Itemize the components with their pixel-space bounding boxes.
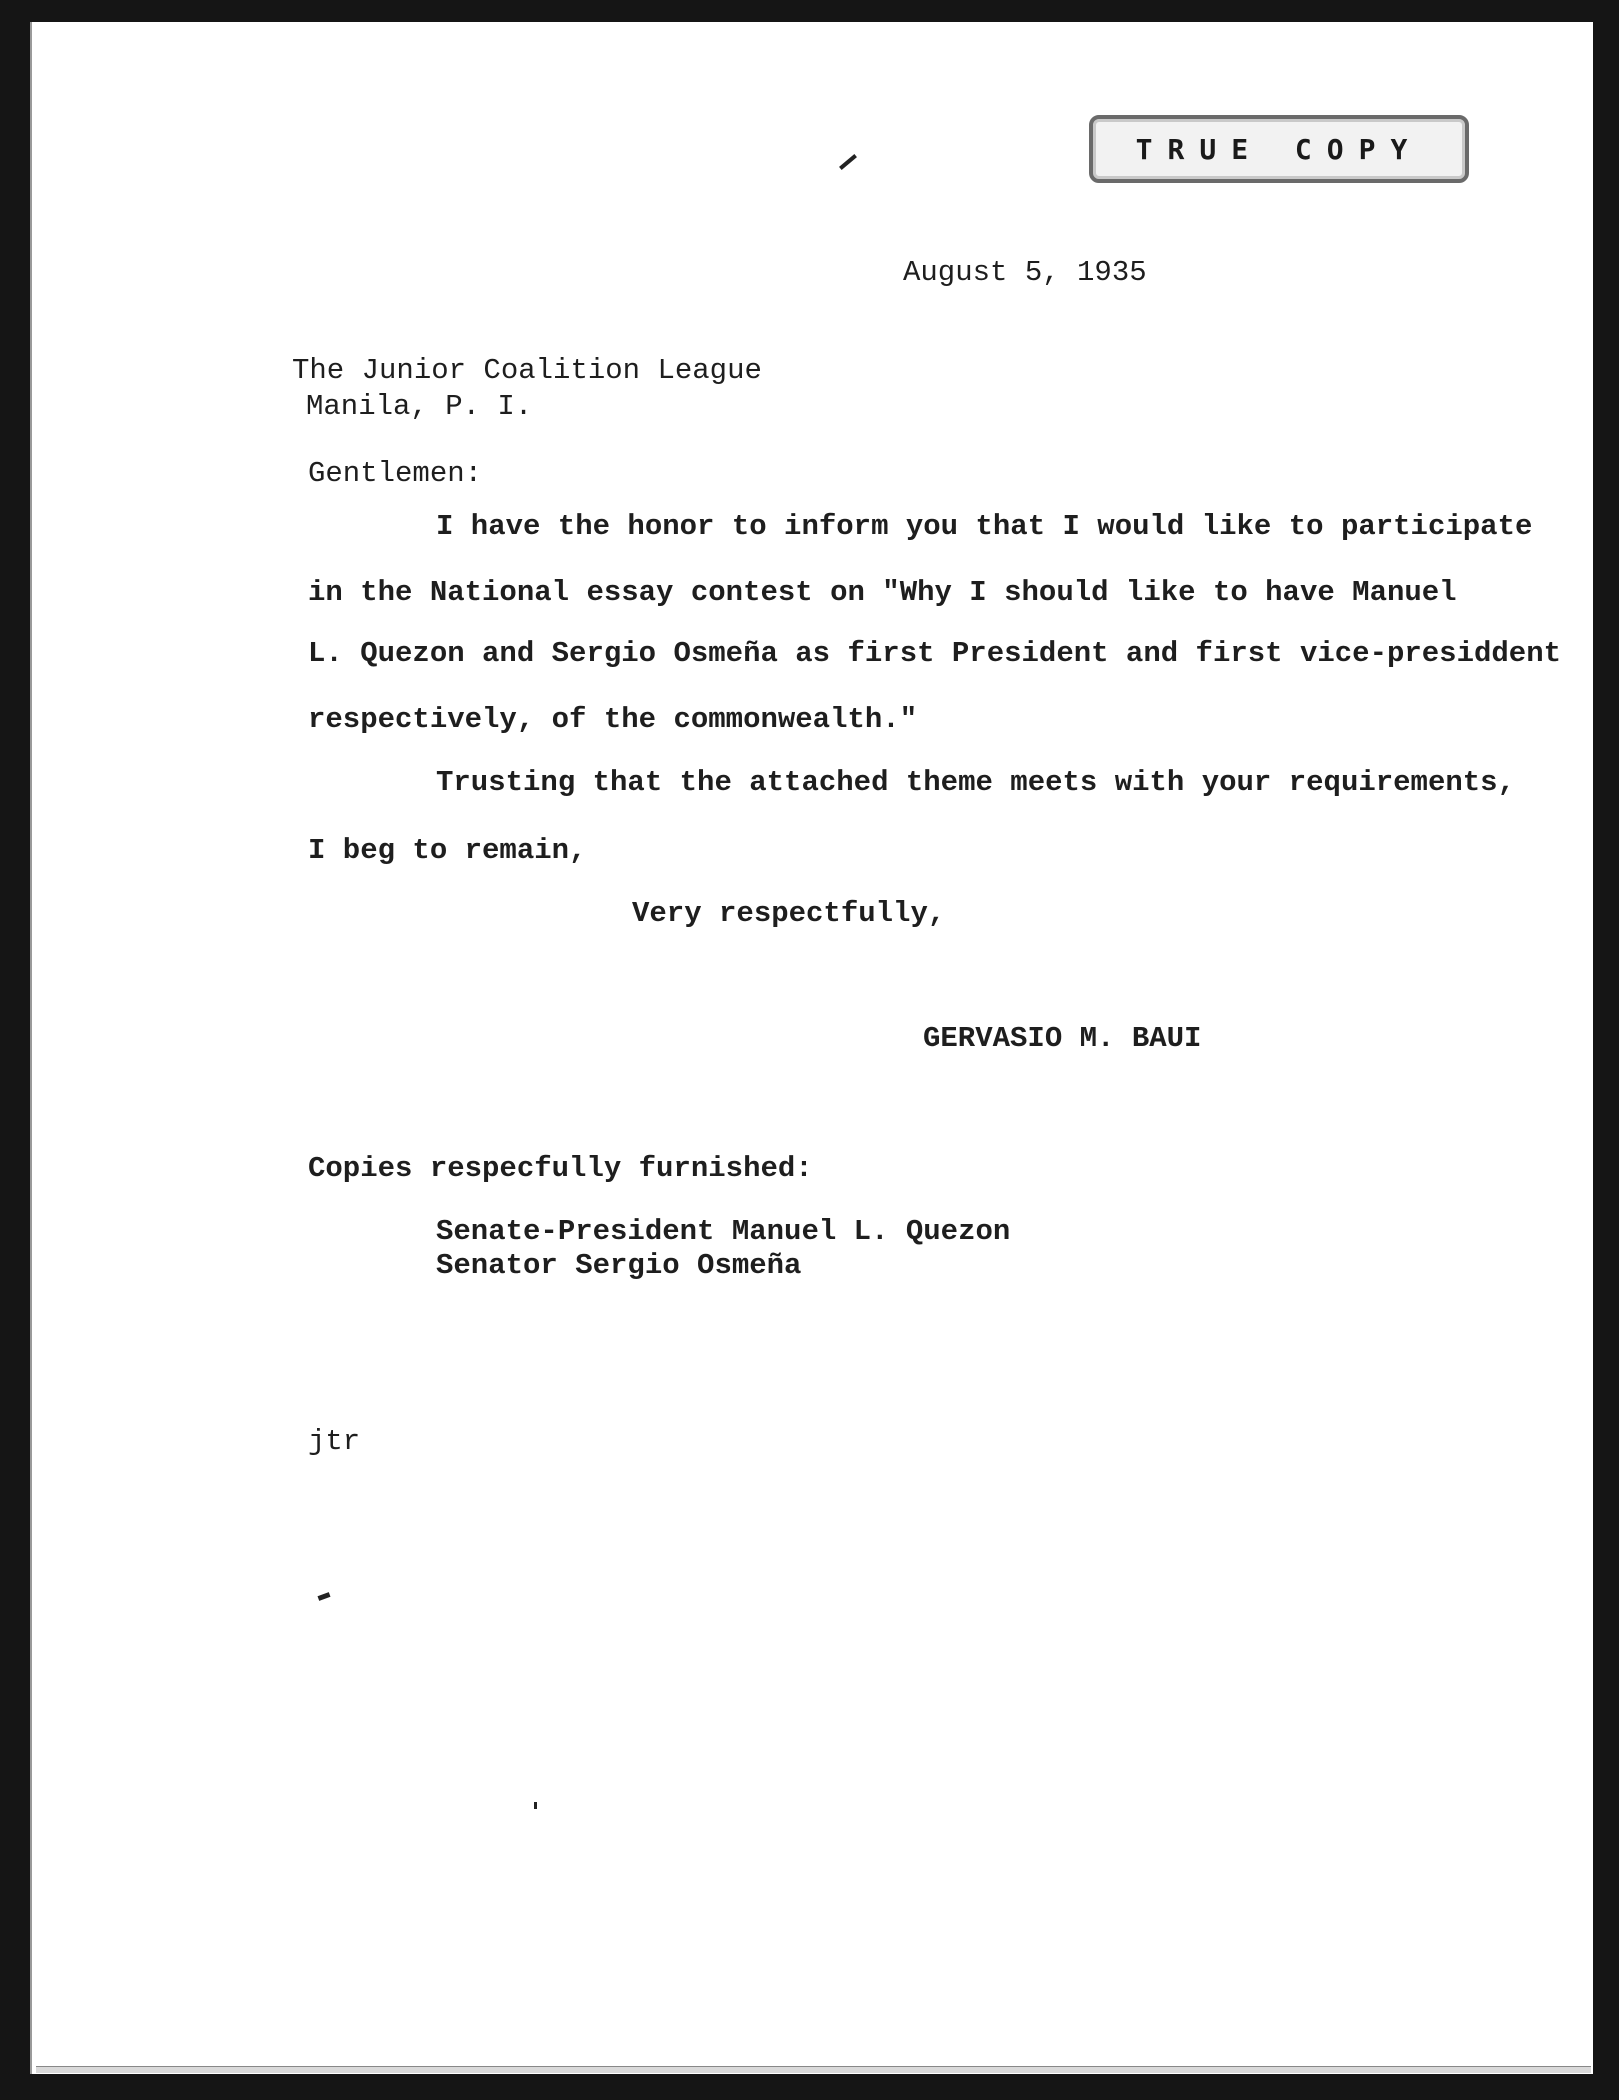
closing-line: I beg to remain, — [308, 834, 587, 867]
letter-date: August 5, 1935 — [903, 256, 1147, 289]
recipient-address: Manila, P. I. — [306, 390, 533, 423]
body-line: I have the honor to inform you that I would like to participate — [436, 510, 1533, 543]
copy-recipient: Senate-President Manuel L. Quezon — [436, 1215, 1011, 1248]
ink-mark — [534, 1802, 537, 1809]
typist-initials: jtr — [308, 1425, 361, 1458]
recipient-name: The Junior Coalition League — [292, 354, 762, 387]
body-line: respectively, of the commonwealth." — [308, 703, 918, 736]
stamp-text: TRUE COPY — [1135, 133, 1423, 166]
valediction: Very respectfully, — [632, 897, 946, 930]
copy-recipient: Senator Sergio Osmeña — [436, 1249, 802, 1282]
signature-name: GERVASIO M. BAUI — [923, 1022, 1202, 1055]
page-edge — [36, 2066, 1591, 2073]
true-copy-stamp — [1089, 115, 1469, 183]
closing-line: Trusting that the attached theme meets with your requirements, — [436, 766, 1515, 799]
body-line: in the National essay contest on "Why I should like to have Manuel — [308, 576, 1457, 609]
document-page — [30, 22, 1593, 2074]
body-line: L. Quezon and Sergio Osmeña as first President and first vice-presiddent — [308, 637, 1562, 670]
salutation: Gentlemen: — [308, 457, 483, 490]
copies-heading: Copies respecfully furnished: — [308, 1152, 813, 1185]
